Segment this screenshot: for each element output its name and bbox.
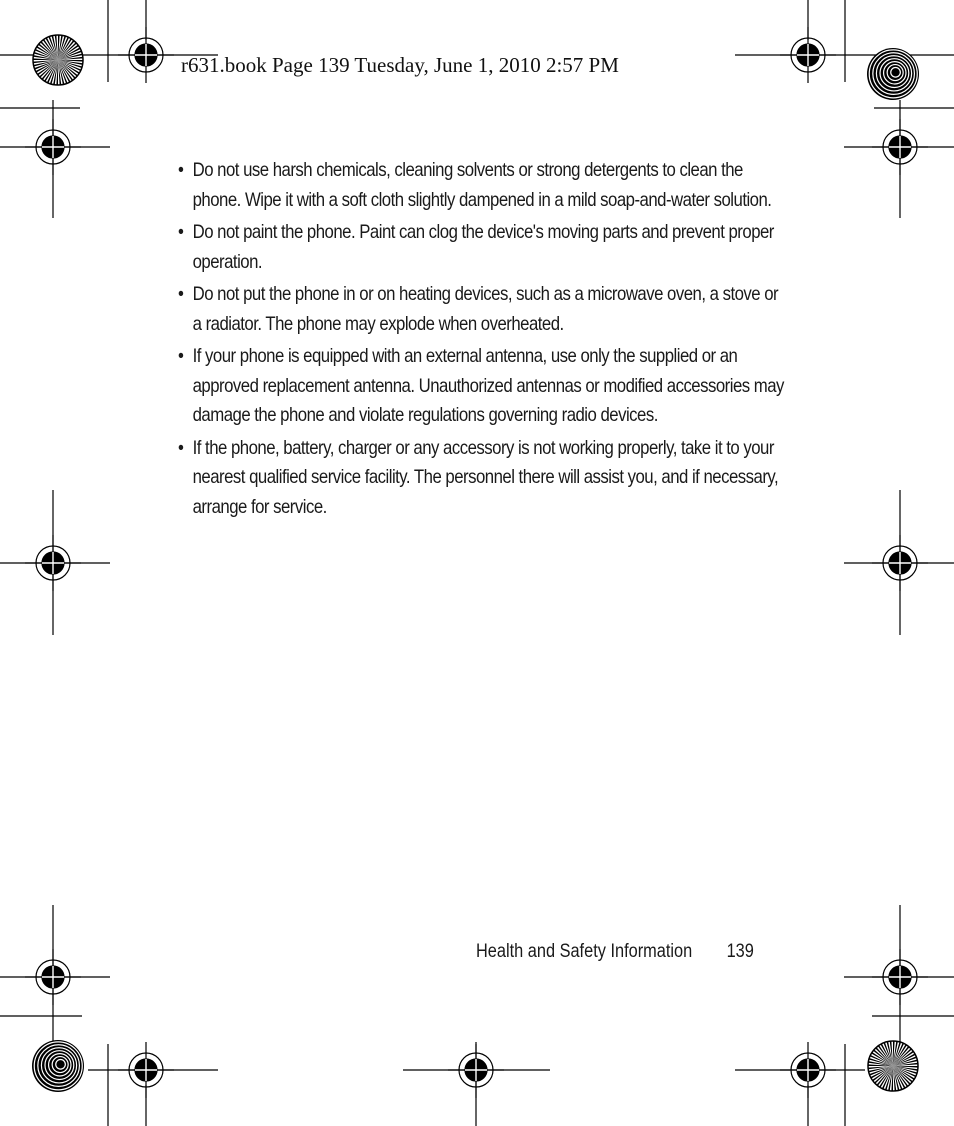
registration-target-icon (780, 1042, 836, 1098)
page-footer (476, 941, 754, 963)
list-item: • Do not put the phone in or on heating devices, such as a microwave oven, a stove or a radiator. The phone may explode when overheated. (178, 283, 779, 335)
list-item: • Do not use harsh chemicals, cleaning solvents or strong detergents to clean the phone. Wipe it with a soft cloth slightly dampened in a mild soap-and-water solution. (178, 159, 772, 211)
registration-target-icon (118, 27, 174, 83)
registration-target-icon (872, 535, 928, 591)
safety-bullet-list (178, 156, 784, 525)
list-item: • If your phone is equipped with an external antenna, use only the supplied or an approved replacement antenna. Unauthorized antennas or modified accessories may damage the phone and violate regulations governing radio devices. (178, 345, 784, 426)
registration-target-icon (872, 119, 928, 175)
book-header: r631.book Page 139 Tuesday, June 1, 2010 2:57 PM (181, 53, 619, 77)
registration-target-icon (118, 1042, 174, 1098)
registration-target-icon (872, 949, 928, 1005)
list-item: • If the phone, battery, charger or any accessory is not working properly, take it to your nearest qualified service facility. The personnel there will assist you, and if necessary, arrange for service. (178, 436, 779, 518)
moire-ring-mark-icon (32, 1040, 84, 1092)
registration-target-icon (25, 119, 81, 175)
list-item: • Do not paint the phone. Paint can clog the device's moving parts and prevent proper operation. (178, 221, 774, 273)
starburst-mark-icon (33, 35, 83, 85)
registration-target-icon (25, 949, 81, 1005)
section-title: Health and Safety Information (476, 941, 693, 962)
registration-target-icon (448, 1042, 504, 1098)
registration-target-icon (25, 535, 81, 591)
moire-ring-mark-icon (867, 48, 919, 100)
registration-target-icon (780, 27, 836, 83)
page-number: 139 (726, 941, 754, 962)
starburst-mark-icon (868, 1041, 918, 1091)
